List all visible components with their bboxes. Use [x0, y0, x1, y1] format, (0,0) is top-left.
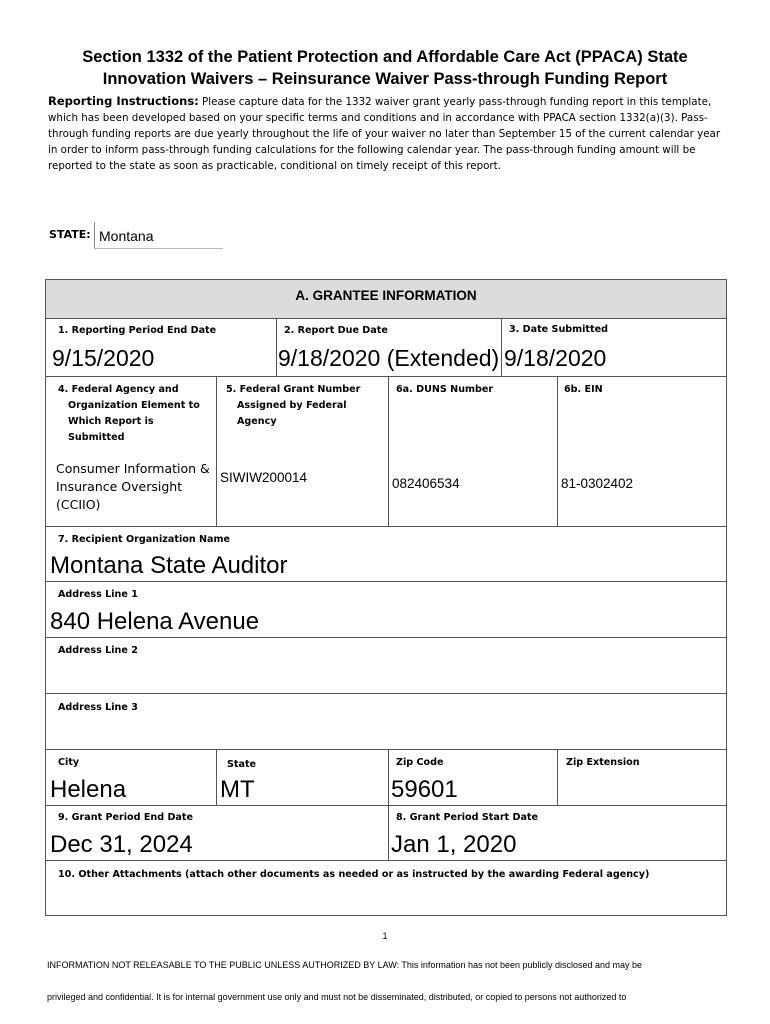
report-due-label: 2. Report Due Date [284, 325, 388, 336]
grant-number-value[interactable]: SIWIW200014 [220, 470, 308, 485]
address-line-2-label: Address Line 2 [58, 645, 138, 656]
federal-agency-label-line-3: Which Report is [68, 416, 154, 427]
federal-agency-label-line-1: 4. Federal Agency and [58, 384, 179, 395]
zip-code-label: Zip Code [396, 757, 444, 768]
grant-number-label-line-1: 5. Federal Grant Number [226, 384, 361, 395]
grant-number-label-line-2: Assigned by Federal [237, 400, 347, 411]
federal-agency-label [58, 382, 200, 446]
attachments-label: 10. Other Attachments (attach other documents as needed or as instructed by the awarding Federal agency) [58, 869, 650, 880]
state-label: STATE: [49, 228, 91, 241]
federal-agency-value-line-1: Consumer Information & [56, 461, 210, 476]
state-field-label: State [227, 759, 257, 770]
grant-end-value[interactable]: Dec 31, 2024 [50, 831, 193, 858]
grant-start-label: 8. Grant Period Start Date [396, 812, 539, 823]
federal-agency-value-line-2: Insurance Oversight [56, 479, 183, 494]
federal-agency-label-line-4: Submitted [68, 432, 125, 443]
grant-end-label: 9. Grant Period End Date [58, 812, 193, 823]
federal-agency-label-line-2: Organization Element to [68, 400, 200, 411]
notice-line-1: INFORMATION NOT RELEASABLE TO THE PUBLIC UNLESS AUTHORIZED BY LAW: This information has not been publicly disclosed and may be [47, 960, 643, 970]
reporting-period-end-value[interactable]: 9/15/2020 [52, 345, 155, 371]
page-number: 1 [382, 931, 388, 941]
instructions-text: Please capture data for the 1332 waiver grant yearly pass-through funding report in this template, which has been developed based on your specific terms and conditions and in accordance with PPACA section 1332(a)(3). Pass-through funding reports are due yearly throughout the life of your waiver no later than September 15 of the current calendar year in order to inform pass-through funding calculations for the following calendar year. The pass-through funding amount will be reported to the state as soon as practicable, conditional on timely receipt of this report. [48, 96, 721, 172]
grant-number-label-line-3: Agency [237, 416, 277, 427]
city-value[interactable]: Helena [50, 776, 127, 803]
recipient-org-label: 7. Recipient Organization Name [58, 534, 230, 545]
notice-line-2: privileged and confidential. It is for internal government use only and must not be disseminated, distributed, or copied to persons not authorized to [47, 992, 627, 1002]
section-a-heading: A. GRANTEE INFORMATION [46, 280, 726, 319]
address-line-1-value[interactable]: 840 Helena Avenue [50, 608, 260, 635]
document-title [40, 46, 730, 90]
address-line-3-label: Address Line 3 [58, 702, 138, 713]
grantee-information-form [45, 279, 727, 916]
federal-agency-value[interactable] [56, 460, 210, 514]
city-label: City [58, 757, 80, 768]
instructions-label: Reporting Instructions: [48, 94, 199, 108]
duns-value[interactable]: 082406534 [392, 476, 460, 491]
zip-extension-label: Zip Extension [566, 757, 640, 768]
report-due-value[interactable]: 9/18/2020 (Extended) [278, 345, 500, 371]
state-code-value[interactable]: MT [220, 776, 255, 803]
state-value: Montana [99, 228, 154, 244]
grant-number-label [226, 382, 360, 430]
reporting-period-end-label: 1. Reporting Period End Date [58, 325, 217, 336]
duns-label: 6a. DUNS Number [396, 384, 494, 395]
address-line-1-label: Address Line 1 [58, 589, 138, 600]
date-submitted-label: 3. Date Submitted [509, 324, 608, 335]
recipient-org-value[interactable]: Montana State Auditor [50, 552, 288, 579]
title-line-1: Section 1332 of the Patient Protection and Affordable Care Act (PPACA) State [82, 48, 688, 66]
grant-start-value[interactable]: Jan 1, 2020 [391, 831, 517, 858]
title-line-2: Innovation Waivers – Reinsurance Waiver Pass-through Funding Report [102, 70, 668, 88]
state-field[interactable] [94, 222, 223, 249]
reporting-instructions [48, 93, 728, 174]
date-submitted-value[interactable]: 9/18/2020 [504, 345, 607, 371]
ein-label: 6b. EIN [564, 384, 603, 395]
federal-agency-value-line-3: (CCIIO) [56, 497, 101, 512]
ein-value[interactable]: 81-0302402 [561, 476, 634, 491]
zip-code-value[interactable]: 59601 [391, 776, 458, 803]
